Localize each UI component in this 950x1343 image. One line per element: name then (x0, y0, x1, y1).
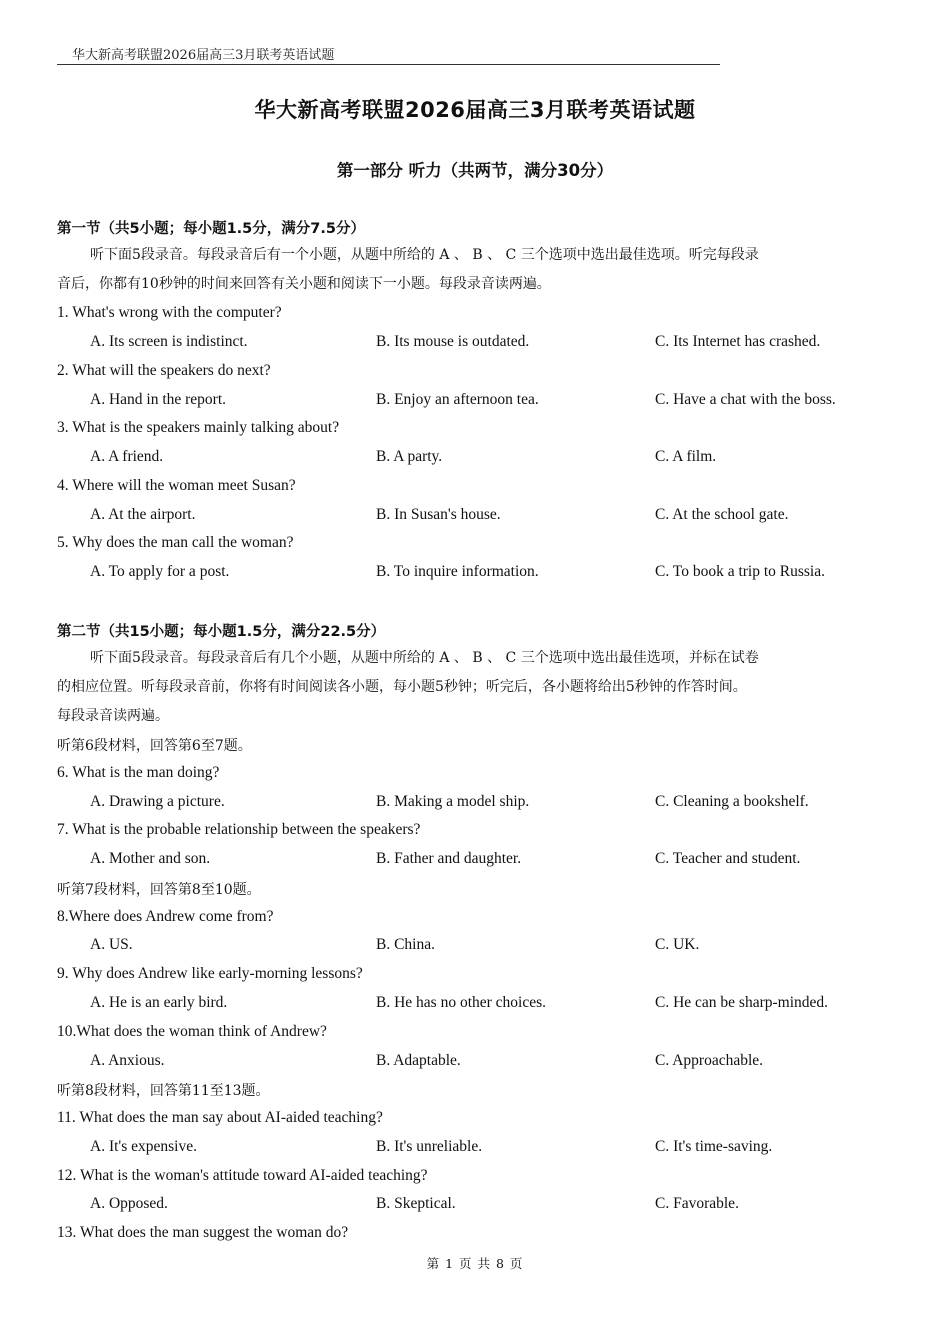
question-3-option-c: C. A film. (655, 448, 717, 465)
question-3: 3. What is the speakers mainly talking about? (57, 419, 340, 436)
header-divider (57, 64, 720, 65)
question-8-option-c: C. UK. (655, 936, 700, 953)
section2-instructions-line1: 听下面5段录音。每段录音后有几个小题，从题中所给的 A 、 B 、 C 三个选项中选出最佳选项，并标在试卷 (90, 650, 759, 666)
question-4: 4. Where will the woman meet Susan? (57, 477, 296, 494)
question-7-option-c: C. Teacher and student. (655, 850, 801, 867)
question-2-option-a: A. Hand in the report. (90, 391, 227, 408)
question-8-option-b: B. China. (376, 936, 435, 953)
question-4-option-c: C. At the school gate. (655, 506, 789, 523)
material-7-label: 听第7段材料，回答第8至10题。 (57, 882, 261, 898)
question-1-option-a: A. Its screen is indistinct. (90, 333, 248, 350)
question-2: 2. What will the speakers do next? (57, 362, 271, 379)
section1-instructions-line2: 音后，你都有10秒钟的时间来回答有关小题和阅读下一小题。每段录音读两遍。 (57, 276, 551, 292)
section2-instructions-line2: 的相应位置。听每段录音前，你将有时间阅读各小题，每小题5秒钟；听完后，各小题将给出5秒钟的作答时间。 (57, 679, 747, 695)
question-9-option-c: C. He can be sharp-minded. (655, 994, 829, 1011)
question-12-option-c: C. Favorable. (655, 1195, 739, 1212)
question-11-option-a: A. It's expensive. (90, 1138, 197, 1155)
question-3-option-b: B. A party. (376, 448, 443, 465)
question-3-option-a: A. A friend. (90, 448, 164, 465)
question-6-option-c: C. Cleaning a bookshelf. (655, 793, 809, 810)
material-6-label: 听第6段材料，回答第6至7题。 (57, 738, 252, 754)
question-4-option-a: A. At the airport. (90, 506, 196, 523)
material-8-label: 听第8段材料，回答第11至13题。 (57, 1083, 270, 1099)
question-7-option-a: A. Mother and son. (90, 850, 211, 867)
question-11-option-c: C. It's time-saving. (655, 1138, 773, 1155)
exam-title: 华大新高考联盟2026届高三3月联考英语试题 (254, 98, 696, 122)
section1-instructions-line1: 听下面5段录音。每段录音后有一个小题，从题中所给的 A 、 B 、 C 三个选项中选出最佳选项。听完每段录 (90, 247, 759, 263)
question-8: 8.Where does Andrew come from? (57, 908, 274, 925)
running-header: 华大新高考联盟2026届高三3月联考英语试题 (72, 48, 335, 63)
question-11-option-b: B. It's unreliable. (376, 1138, 483, 1155)
question-10-option-c: C. Approachable. (655, 1052, 764, 1069)
question-5-option-a: A. To apply for a post. (90, 563, 230, 580)
question-12: 12. What is the woman's attitude toward AI-aided teaching? (57, 1167, 428, 1184)
question-6-option-b: B. Making a model ship. (376, 793, 530, 810)
question-12-option-a: A. Opposed. (90, 1195, 168, 1212)
question-13: 13. What does the man suggest the woman do? (57, 1224, 349, 1241)
question-9-option-a: A. He is an early bird. (90, 994, 228, 1011)
question-9: 9. Why does Andrew like early-morning lessons? (57, 965, 363, 982)
page-number-footer: 第 1 页 共 8 页 (426, 1256, 524, 1271)
question-10: 10.What does the woman think of Andrew? (57, 1023, 327, 1040)
question-6: 6. What is the man doing? (57, 764, 220, 781)
question-5: 5. Why does the man call the woman? (57, 534, 294, 551)
question-2-option-b: B. Enjoy an afternoon tea. (376, 391, 539, 408)
question-10-option-b: B. Adaptable. (376, 1052, 461, 1069)
section2-instructions (57, 644, 883, 731)
question-2-option-c: C. Have a chat with the boss. (655, 391, 836, 408)
section2-instructions-line3: 每段录音读两遍。 (57, 708, 169, 724)
question-6-option-a: A. Drawing a picture. (90, 793, 225, 810)
question-12-option-b: B. Skeptical. (376, 1195, 456, 1212)
question-1: 1. What's wrong with the computer? (57, 304, 282, 321)
question-5-option-b: B. To inquire information. (376, 563, 539, 580)
section1-title: 第一节（共5小题；每小题1.5分，满分7.5分） (57, 221, 365, 237)
question-1-option-c: C. Its Internet has crashed. (655, 333, 821, 350)
question-5-option-c: C. To book a trip to Russia. (655, 563, 825, 580)
section2-title: 第二节（共15小题；每小题1.5分，满分22.5分） (57, 624, 386, 640)
question-7: 7. What is the probable relationship between the speakers? (57, 821, 421, 838)
question-11: 11. What does the man say about AI-aided teaching? (57, 1109, 383, 1126)
part1-title: 第一部分 听力（共两节，满分30分） (336, 161, 614, 180)
section1-instructions (57, 241, 883, 299)
question-4-option-b: B. In Susan's house. (376, 506, 501, 523)
question-8-option-a: A. US. (90, 936, 133, 953)
question-1-option-b: B. Its mouse is outdated. (376, 333, 530, 350)
question-9-option-b: B. He has no other choices. (376, 994, 547, 1011)
question-7-option-b: B. Father and daughter. (376, 850, 522, 867)
question-10-option-a: A. Anxious. (90, 1052, 165, 1069)
